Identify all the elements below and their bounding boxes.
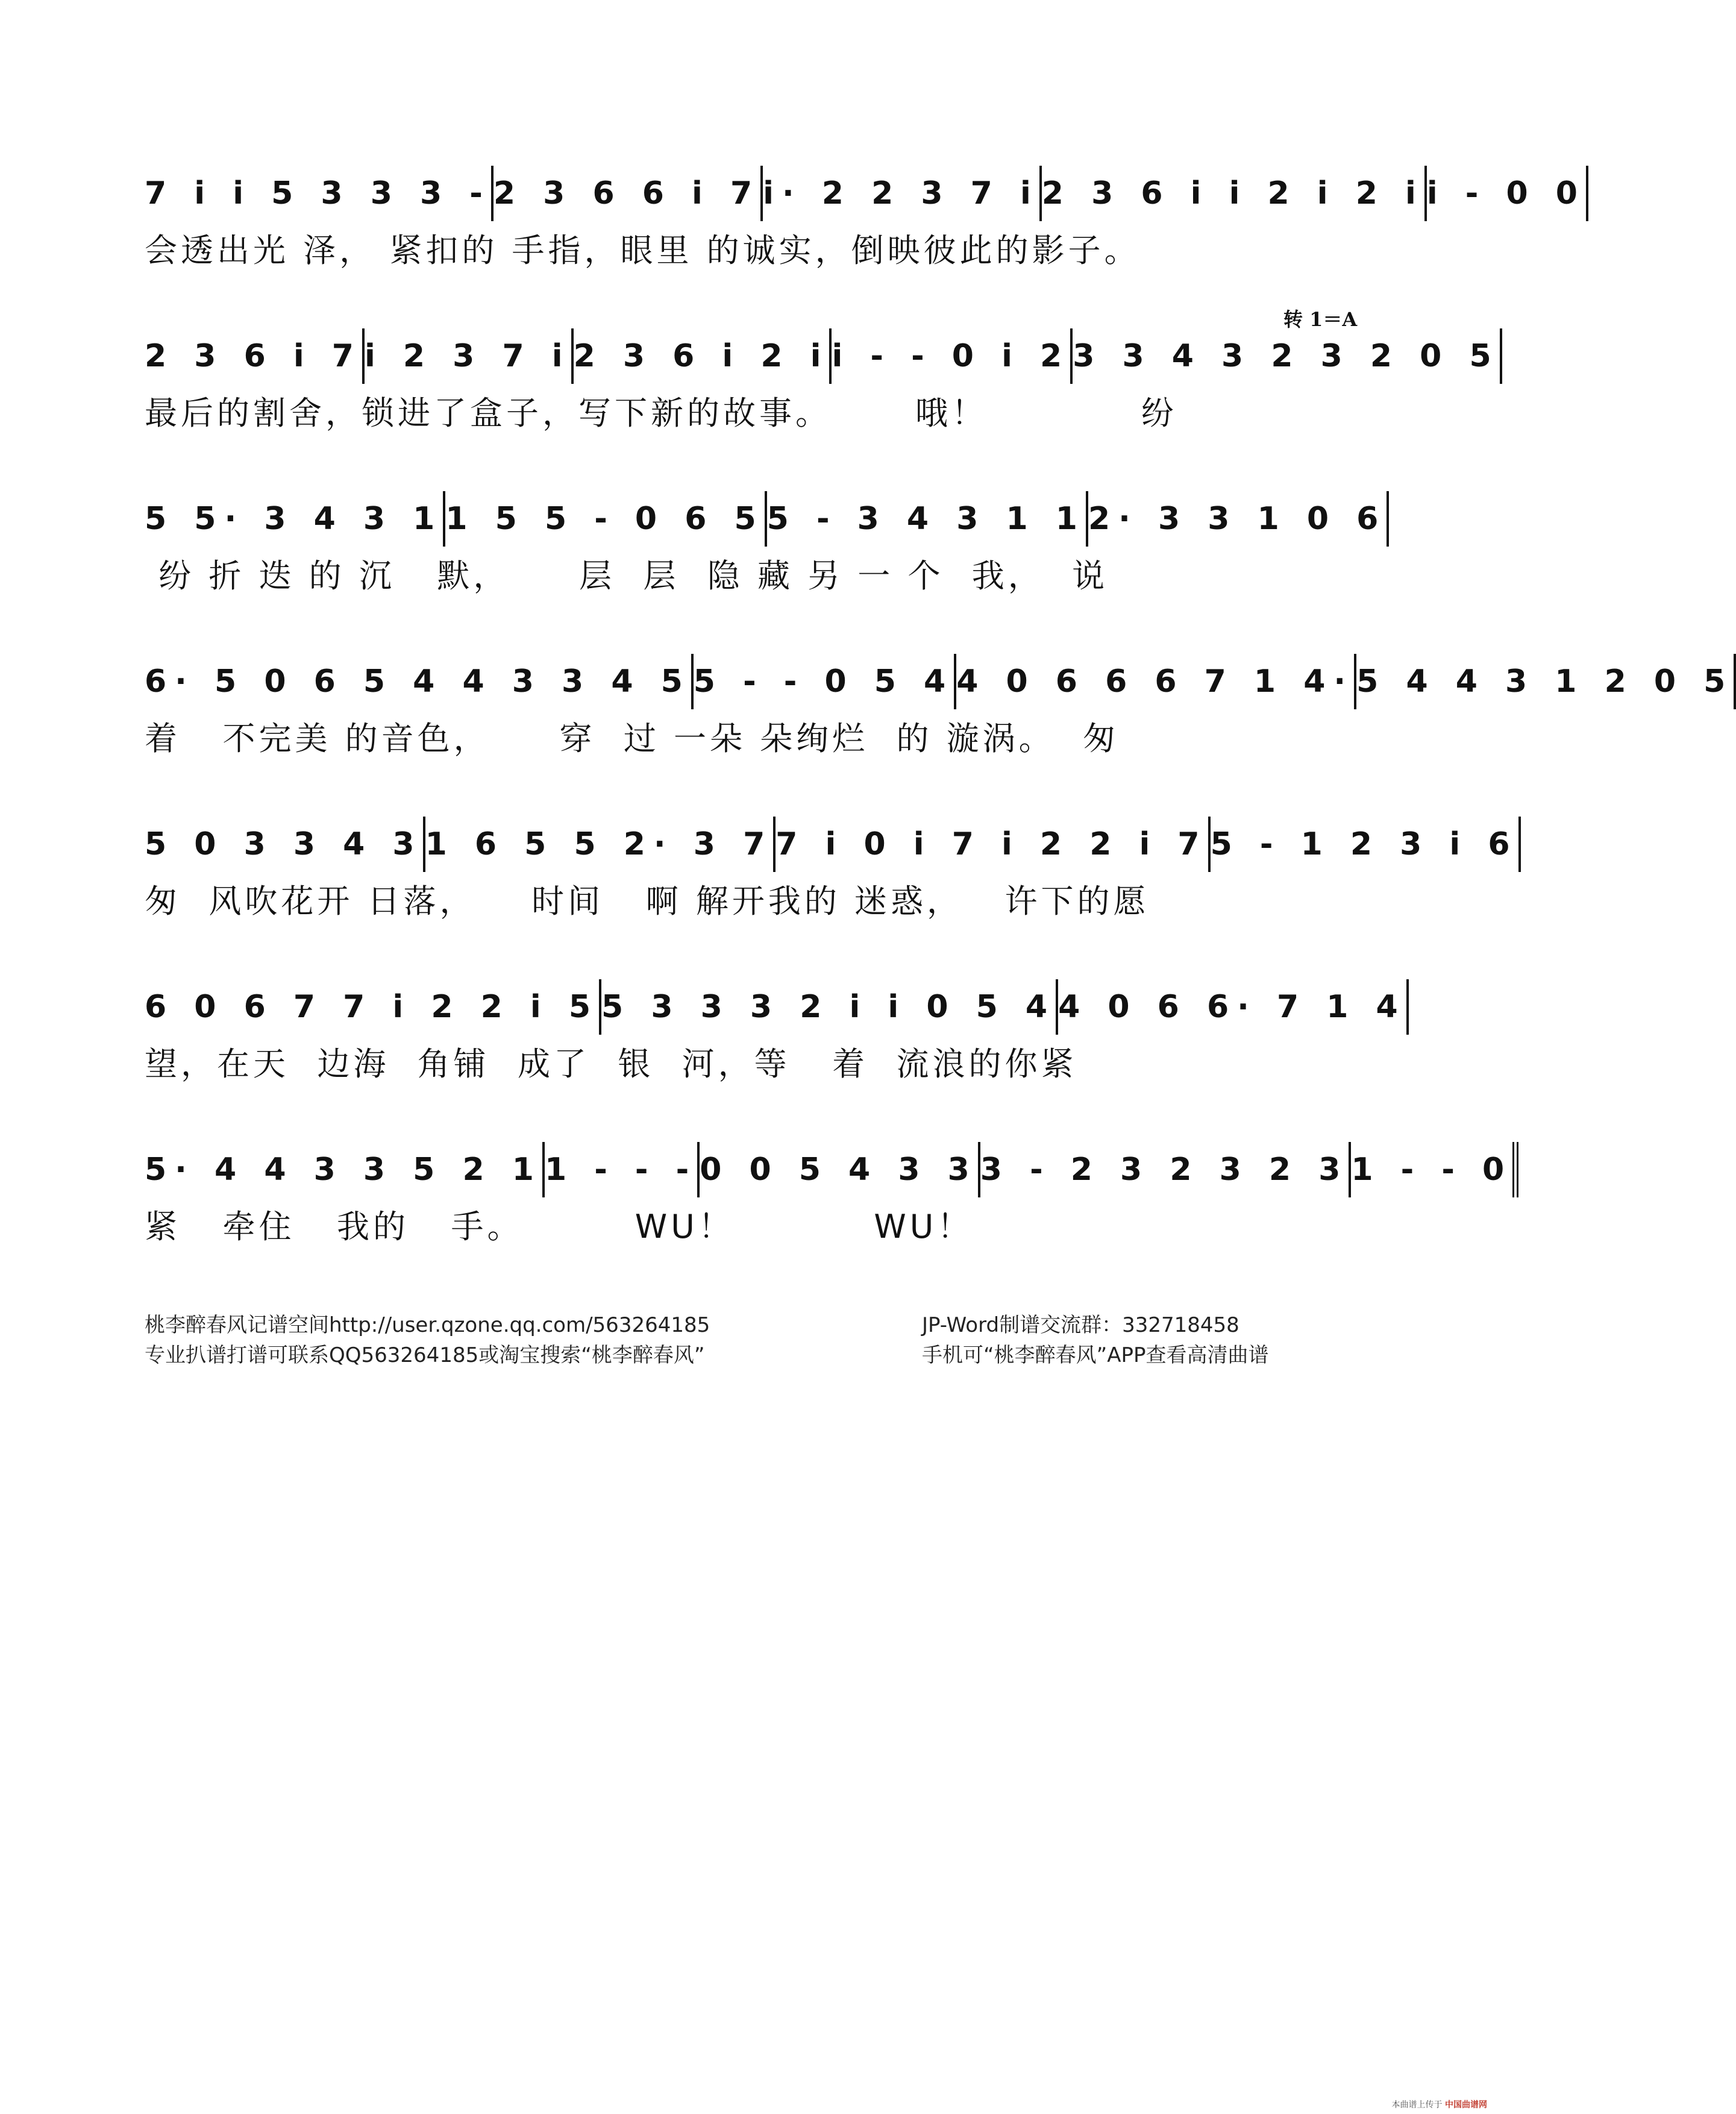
- notation-line: [145, 817, 1518, 872]
- measure: [425, 817, 776, 872]
- measure-notes: 1 - - -: [544, 1152, 698, 1188]
- watermark-logo: 中国曲谱网: [1445, 2100, 1487, 2110]
- footer-left-2: 专业扒谱打谱可联系QQ563264185或淘宝搜索“桃李醉春风”: [145, 1343, 705, 1367]
- measure: [767, 491, 1088, 547]
- measure-notes: 5 5· 3 4 3 1: [145, 501, 443, 537]
- measure-notes: 3 - 2 3 2 3 2 3: [980, 1152, 1349, 1188]
- measure-notes: 3 3 4 3 2 3 2 0 5: [1073, 338, 1500, 374]
- measure: [145, 979, 601, 1035]
- measure: [1073, 328, 1502, 384]
- measure: [1356, 654, 1736, 709]
- measure-notes: 2· 3 3 1 0 6: [1088, 501, 1387, 537]
- measure: [145, 166, 494, 221]
- watermark-text: 本曲谱上传于: [1391, 2100, 1443, 2110]
- measure: [700, 1142, 980, 1197]
- measure-notes: 5 0 3 3 4 3: [145, 826, 423, 862]
- score-system: [145, 328, 1500, 441]
- lyrics-line: 最后的割舍，锁进了盒子，写下新的故事。 哦！ 纷: [145, 394, 1177, 432]
- measure-notes: 6· 5 0 6 5 4 4 3 3 4 5: [145, 663, 691, 700]
- measure-notes: 5· 4 4 3 3 5 2 1: [145, 1152, 542, 1188]
- score-system: [145, 1142, 1513, 1254]
- measure: [832, 328, 1073, 384]
- measure-notes: 1 - - 0: [1351, 1152, 1513, 1188]
- score-system: [145, 654, 1734, 766]
- footer-right-1: JP-Word制谱交流群：332718458: [922, 1313, 1239, 1337]
- notation-line: [145, 328, 1500, 384]
- measure: [980, 1142, 1352, 1197]
- measure-notes: i 2 3 7 i: [364, 338, 571, 374]
- measure: [145, 1142, 545, 1197]
- measure-notes: 2 3 6 6 i 7: [493, 175, 761, 212]
- measure: [145, 491, 445, 547]
- measure: [694, 654, 956, 709]
- measure-notes: i - 0 0: [1426, 175, 1586, 212]
- measure-notes: 5 - 1 2 3 i 6: [1210, 826, 1518, 862]
- lyrics-line: 望，在天 边海 角铺 成了 银 河，等 着 流浪的你紧: [145, 1045, 1077, 1083]
- score-system: [145, 166, 1586, 278]
- notation-line: [145, 166, 1586, 221]
- measure-notes: 4 0 6 6· 7 1 4: [1058, 989, 1406, 1025]
- lyrics-line: 会透出光 泽， 紧扣的 手指，眼里 的诚实，倒映彼此的影子。: [145, 231, 1141, 269]
- footer-left-1: 桃李醉春风记谱空间http://user.qzone.qq.com/563264185: [145, 1313, 710, 1337]
- measure-notes: 5 - 3 4 3 1 1: [766, 501, 1086, 537]
- measure: [601, 979, 1058, 1035]
- measure: [145, 654, 694, 709]
- score-system: [145, 979, 1406, 1091]
- notation-line: [145, 491, 1387, 547]
- measure: [1058, 979, 1409, 1035]
- measure: [145, 817, 425, 872]
- measure: [1088, 491, 1389, 547]
- measure-notes: 2 3 6 i 7: [145, 338, 362, 374]
- measure-notes: 0 0 5 4 3 3: [700, 1152, 978, 1188]
- measure-notes: 5 4 4 3 1 2 0 5: [1356, 663, 1734, 700]
- key-change-marker: 转 1＝A: [1283, 308, 1358, 331]
- measure: [776, 817, 1210, 872]
- measure-notes: 4 0 6 6 6 7 1 4·: [956, 663, 1355, 700]
- measure-notes: 5 3 3 3 2 i i 0 5 4: [601, 989, 1056, 1025]
- lyrics-line: 匆 风吹花开 日落， 时间 啊 解开我的 迷惑， 许下的愿: [145, 882, 1150, 920]
- score-system: [145, 817, 1518, 929]
- measure: [574, 328, 832, 384]
- measure-notes: 5 - - 0 5 4: [693, 663, 954, 700]
- lyrics-line: 着 不完美 的音色， 穿 过 一朵 朵绚烂 的 漩涡。 匆: [145, 720, 1119, 757]
- measure-notes: 2 3 6 i 2 i: [573, 338, 830, 374]
- measure: [956, 654, 1356, 709]
- measure: [445, 491, 766, 547]
- measure: [763, 166, 1042, 221]
- measure: [494, 166, 763, 221]
- watermark: [1392, 2098, 1487, 2110]
- measure: [365, 328, 574, 384]
- notation-line: [145, 1142, 1513, 1197]
- measure-notes: i· 2 2 3 7 i: [763, 175, 1039, 212]
- notation-line: [145, 979, 1406, 1035]
- notation-line: [145, 654, 1734, 709]
- measure-notes: 2 3 6 i i 2 i 2 i: [1041, 175, 1424, 212]
- measure-notes: 6 0 6 7 7 i 2 2 i 5: [145, 989, 600, 1025]
- lyrics-line: 紧 牵住 我的 手。 WU！ WU！: [145, 1208, 974, 1246]
- measure-notes: 7 i 0 i 7 i 2 2 i 7: [776, 826, 1208, 862]
- measure: [1351, 1142, 1518, 1197]
- measure: [545, 1142, 700, 1197]
- measure: [1042, 166, 1427, 221]
- footer-right-2: 手机可“桃李醉春风”APP查看高清曲谱: [922, 1343, 1269, 1367]
- measure-notes: 7 i i 5 3 3 3 -: [145, 175, 491, 212]
- measure-notes: 1 5 5 - 0 6 5: [445, 501, 765, 537]
- measure: [1427, 166, 1588, 221]
- measure: [1211, 817, 1521, 872]
- score-system: [145, 491, 1387, 603]
- measure-notes: i - - 0 i 2: [832, 338, 1071, 374]
- lyrics-line: 纷 折 迭 的 沉 默， 层 层 隐 藏 另 一 个 我， 说: [145, 557, 1109, 595]
- measure-notes: 1 6 5 5 2· 3 7: [425, 826, 774, 862]
- measure: [145, 328, 365, 384]
